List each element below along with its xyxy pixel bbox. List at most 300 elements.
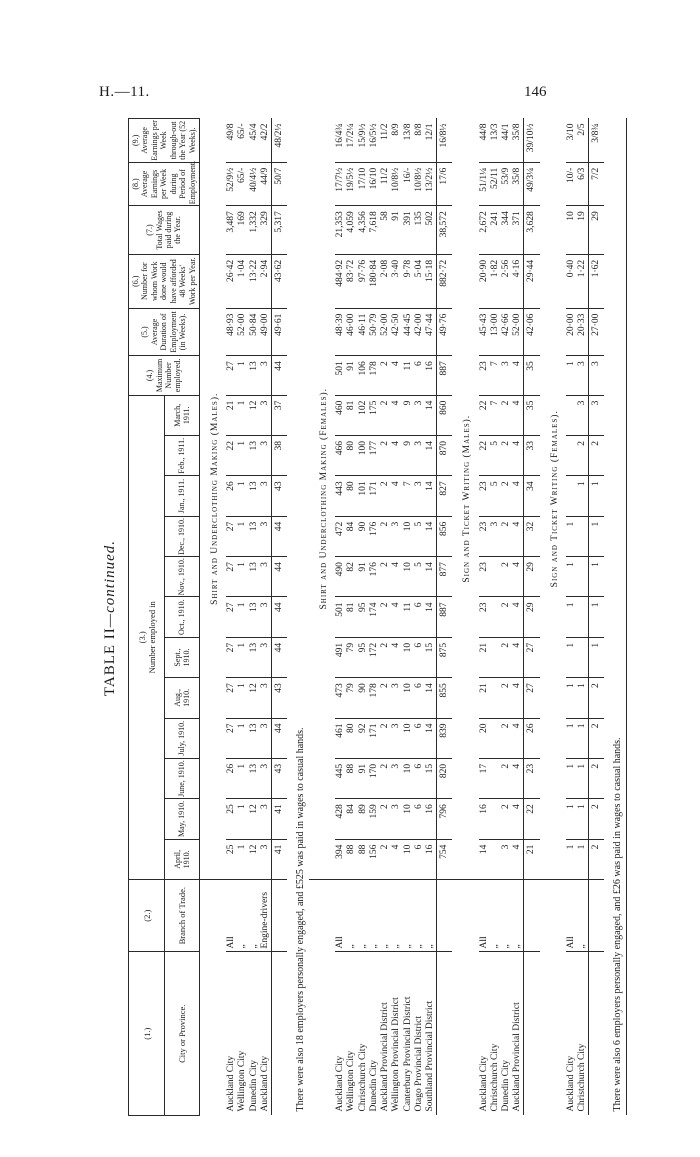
month-value-cell: 1 xyxy=(237,758,248,798)
month-value-cell: 4 xyxy=(512,637,524,677)
avg-duration-cell: 50·79 xyxy=(369,308,380,356)
month-value-cell: 1 xyxy=(566,718,577,758)
month-value-cell: 466 xyxy=(335,436,346,476)
month-value-cell: 491 xyxy=(335,637,346,677)
avg-earnings-year-cell: 16/5½ xyxy=(369,119,380,163)
city-cell: Wellington City xyxy=(346,1050,357,1112)
number-48-cell: 180·84 xyxy=(369,254,380,308)
table-row xyxy=(403,119,414,1116)
avg-earnings-year-label: Average Earnings per Week through-out the Year (52 Weeks). xyxy=(140,120,197,161)
city-cell: Auckland Provincial District xyxy=(380,1002,391,1112)
month-value-cell: 3 xyxy=(577,395,589,435)
total-avg-duration-cell: 27·00 xyxy=(589,308,605,356)
month-value-cell xyxy=(566,436,577,476)
branch-cell: All xyxy=(226,879,237,951)
month-value-cell: 171 xyxy=(369,718,380,758)
month-value-cell: 6 xyxy=(414,839,425,879)
month-value-cell: 10 xyxy=(403,758,414,798)
number-48-cell: 5·04 xyxy=(414,254,425,308)
month-value-cell: 3 xyxy=(391,758,402,798)
month-value-cell: 88 xyxy=(346,839,357,879)
max-employed-cell: 2 xyxy=(380,356,391,395)
avg-earnings-period-cell: 10/- xyxy=(566,162,577,205)
city-cell: Otago Provincial District xyxy=(413,1015,424,1112)
month-value-cell: 5 xyxy=(414,516,425,556)
total-month-cell: 856 xyxy=(437,516,453,556)
month-value-cell: 1 xyxy=(237,476,248,516)
total-row xyxy=(589,119,605,1116)
month-value-cell xyxy=(490,678,501,718)
total-month-cell: 3 xyxy=(589,395,605,435)
number-48-cell: 4·16 xyxy=(512,254,524,308)
month-value-cell: 14 xyxy=(425,516,437,556)
month-value-cell: 1 xyxy=(237,718,248,758)
month-value-cell: 2 xyxy=(577,436,589,476)
month-value-cell: 394 xyxy=(335,839,346,879)
table-row xyxy=(566,119,577,1116)
month-value-cell: 4 xyxy=(512,395,524,435)
number-48-cell: 83·72 xyxy=(346,254,357,308)
avg-earnings-period-header xyxy=(129,162,200,205)
avg-duration-cell: 20·33 xyxy=(577,308,589,356)
col-num-8: (8.) xyxy=(131,178,140,190)
month-value-cell: 23 xyxy=(479,516,490,556)
total-wages-cell: 169 xyxy=(237,206,248,255)
total-row xyxy=(524,119,540,1116)
total-month-cell: 27 xyxy=(524,637,540,677)
month-value-cell: 79 xyxy=(346,678,357,718)
month-value-cell xyxy=(490,799,501,839)
avg-earnings-period-cell: 11/2 xyxy=(380,162,391,205)
section-heading: Sign and Ticket Writing (Males). xyxy=(452,119,478,880)
total-total-wages-cell: 5,317 xyxy=(272,206,288,255)
total-month-cell: 839 xyxy=(437,718,453,758)
month-value-cell: 1 xyxy=(237,516,248,556)
month-value-cell xyxy=(490,758,501,798)
month-value-cell: 4 xyxy=(512,718,524,758)
total-month-cell: 37 xyxy=(272,395,288,435)
month-value-cell: 23 xyxy=(479,476,490,516)
month-value-cell: 15 xyxy=(425,758,437,798)
month-value-cell: 2 xyxy=(501,758,512,798)
month-value-cell: 14 xyxy=(479,839,490,879)
city-cell: Dunedin City xyxy=(248,1060,259,1112)
month-value-cell: 2 xyxy=(501,718,512,758)
month-value-cell: 79 xyxy=(346,637,357,677)
month-value-cell xyxy=(566,476,577,516)
month-value-cell: 4 xyxy=(391,436,402,476)
avg-duration-header xyxy=(129,308,200,356)
total-row xyxy=(437,119,453,1116)
month-value-cell: 3 xyxy=(260,436,272,476)
table-row xyxy=(380,119,391,1116)
month-value-cell: 3 xyxy=(414,436,425,476)
month-value-cell: 2 xyxy=(501,597,512,637)
month-value-cell: 1 xyxy=(237,395,248,435)
branch-cell: „ xyxy=(346,879,357,951)
branch-cell: „ xyxy=(512,879,524,951)
avg-duration-cell: 46·00 xyxy=(346,308,357,356)
month-value-cell: 16 xyxy=(479,799,490,839)
month-value-cell: 3 xyxy=(391,799,402,839)
table-row xyxy=(490,119,501,1116)
total-wages-cell: 502 xyxy=(425,206,437,255)
total-avg-earnings-year-cell: 48/2½ xyxy=(272,119,288,163)
number-48-cell: 1·22 xyxy=(577,254,589,308)
section-heading-row xyxy=(200,119,227,1116)
month-value-cell: 177 xyxy=(369,436,380,476)
total-avg-duration-cell: 49·61 xyxy=(272,308,288,356)
max-employed-cell: 13 xyxy=(249,356,260,395)
total-branch-blank xyxy=(524,879,540,951)
month-value-cell: 5 xyxy=(490,436,501,476)
month-header: Nov., 1910. xyxy=(165,557,200,597)
month-value-cell xyxy=(577,516,589,556)
month-value-cell: 25 xyxy=(226,839,237,879)
total-branch-blank xyxy=(589,879,605,951)
total-city-blank xyxy=(437,952,453,1116)
total-month-cell: 44 xyxy=(272,516,288,556)
branch-cell: „ xyxy=(249,879,260,951)
total-month-cell: 1 xyxy=(589,476,605,516)
month-value-cell: 16 xyxy=(425,799,437,839)
total-month-cell: 860 xyxy=(437,395,453,435)
month-value-cell: 20 xyxy=(479,718,490,758)
month-value-cell: 175 xyxy=(369,395,380,435)
total-month-cell: 33 xyxy=(524,436,540,476)
month-value-cell: 4 xyxy=(512,758,524,798)
col-num-3-text: (3.) xyxy=(136,631,147,644)
month-value-cell: 13 xyxy=(249,718,260,758)
total-month-cell: 44 xyxy=(272,718,288,758)
total-month-cell: 887 xyxy=(437,597,453,637)
max-employed-cell: 3 xyxy=(260,356,272,395)
avg-earnings-year-cell: 8/9 xyxy=(391,119,402,163)
month-value-cell: 23 xyxy=(479,557,490,597)
page-header xyxy=(0,0,700,110)
total-month-cell: 754 xyxy=(437,839,453,879)
month-value-cell: 95 xyxy=(358,597,369,637)
avg-duration-cell: 48·93 xyxy=(226,308,237,356)
section-heading: Shirt and Underclothing Making (Females). xyxy=(309,119,335,880)
section-heading-spacer xyxy=(540,879,566,1115)
total-branch-blank xyxy=(272,879,288,951)
max-employed-cell: 3 xyxy=(501,356,512,395)
total-city-blank xyxy=(272,952,288,1116)
total-month-cell: 44 xyxy=(272,597,288,637)
total-month-cell: 22 xyxy=(524,799,540,839)
table-row xyxy=(577,119,589,1116)
total-wages-cell: 2,672 xyxy=(479,206,490,255)
month-header: Oct., 1910. xyxy=(165,597,200,637)
month-value-cell: 1 xyxy=(237,678,248,718)
number-48-cell: 1·82 xyxy=(490,254,501,308)
avg-duration-cell: 48·39 xyxy=(335,308,346,356)
section-heading-spacer xyxy=(309,879,335,1115)
total-month-cell: 27 xyxy=(524,678,540,718)
month-value-cell: 88 xyxy=(358,839,369,879)
month-value-cell: 12 xyxy=(249,395,260,435)
month-value-cell: 2 xyxy=(380,758,391,798)
month-value-cell: 3 xyxy=(391,678,402,718)
month-header: July, 1910. xyxy=(165,718,200,758)
avg-duration-cell: 45·43 xyxy=(479,308,490,356)
max-employed-cell: 7 xyxy=(490,356,501,395)
total-month-cell: 29 xyxy=(524,597,540,637)
month-value-cell: 10 xyxy=(403,799,414,839)
month-value-cell: 84 xyxy=(346,516,357,556)
number-48-cell: 3·40 xyxy=(391,254,402,308)
city-cell: Christchurch City xyxy=(576,1043,587,1112)
month-value-cell: 3 xyxy=(414,476,425,516)
month-value-cell: 4 xyxy=(391,597,402,637)
branch-cell: „ xyxy=(391,879,402,951)
branch-cell: All xyxy=(479,879,490,951)
month-value-cell: 91 xyxy=(358,758,369,798)
month-value-cell: 4 xyxy=(512,678,524,718)
table-title-text: TABLE II xyxy=(102,627,118,697)
month-value-cell: 17 xyxy=(479,758,490,798)
month-value-cell: 10 xyxy=(403,637,414,677)
total-wages-cell: 391 xyxy=(403,206,414,255)
month-value-cell: 14 xyxy=(425,557,437,597)
total-total-wages-cell: 3,628 xyxy=(524,206,540,255)
month-value-cell: 2 xyxy=(501,516,512,556)
month-value-cell: 2 xyxy=(380,557,391,597)
section-heading-row xyxy=(452,119,478,1116)
avg-earnings-year-cell: 44/1 xyxy=(501,119,512,163)
month-value-cell: 178 xyxy=(369,678,380,718)
total-wages-cell: 58 xyxy=(380,206,391,255)
total-branch-blank xyxy=(437,879,453,951)
month-header: March, 1911. xyxy=(165,395,200,435)
avg-earnings-period-cell: 40/4½ xyxy=(249,162,260,205)
month-value-cell: 101 xyxy=(358,476,369,516)
month-value-cell: 13 xyxy=(249,597,260,637)
month-value-cell xyxy=(490,839,501,879)
col-num-5: (5.) xyxy=(140,326,150,338)
month-value-cell: 80 xyxy=(346,718,357,758)
month-value-cell: 2 xyxy=(380,637,391,677)
month-value-cell: 6 xyxy=(414,637,425,677)
total-month-cell: 2 xyxy=(589,678,605,718)
total-month-cell: 875 xyxy=(437,637,453,677)
month-value-cell: 461 xyxy=(335,718,346,758)
branch-header: Branch of Trade. xyxy=(165,879,200,951)
avg-earnings-year-cell: 11/2 xyxy=(380,119,391,163)
total-month-cell: 2 xyxy=(589,839,605,879)
table-row xyxy=(414,119,425,1116)
month-value-cell: 1 xyxy=(566,557,577,597)
total-avg-duration-cell: 49·76 xyxy=(437,308,453,356)
month-value-cell: 90 xyxy=(358,516,369,556)
avg-earnings-year-cell: 42/2 xyxy=(260,119,272,163)
month-value-cell: 12 xyxy=(249,839,260,879)
avg-duration-cell: 50·84 xyxy=(249,308,260,356)
month-value-cell: 10 xyxy=(403,718,414,758)
month-value-cell: 1 xyxy=(577,758,589,798)
month-value-cell: 170 xyxy=(369,758,380,798)
avg-duration-cell: 13·00 xyxy=(490,308,501,356)
avg-earnings-period-cell: 52/9½ xyxy=(226,162,237,205)
month-value-cell: 12 xyxy=(249,799,260,839)
branch-cell: „ xyxy=(369,879,380,951)
total-max-employed-cell: 887 xyxy=(437,356,453,395)
month-value-cell: 1 xyxy=(237,436,248,476)
number-48-cell: 15·18 xyxy=(425,254,437,308)
month-value-cell: 22 xyxy=(479,436,490,476)
city-cell: Auckland City xyxy=(335,1055,346,1112)
month-value-cell: 16 xyxy=(425,839,437,879)
month-value-cell: 2 xyxy=(380,678,391,718)
month-value-cell: 27 xyxy=(226,678,237,718)
month-value-cell: 13 xyxy=(249,476,260,516)
max-employed-cell: 16 xyxy=(425,356,437,395)
avg-duration-cell: 46·11 xyxy=(358,308,369,356)
city-cell: Wellington City xyxy=(237,1050,248,1112)
city-cell: Dunedin City xyxy=(500,1060,511,1112)
month-value-cell: 15 xyxy=(425,637,437,677)
total-avg-earnings-year-cell: 16/8½ xyxy=(437,119,453,163)
month-value-cell: 460 xyxy=(335,395,346,435)
avg-earnings-year-cell: 44/8 xyxy=(479,119,490,163)
month-value-cell: 1 xyxy=(566,678,577,718)
month-value-cell: 1 xyxy=(577,839,589,879)
month-value-cell: 176 xyxy=(369,557,380,597)
month-value-cell xyxy=(490,718,501,758)
month-header: Aug., 1910. xyxy=(165,678,200,718)
month-value-cell: 3 xyxy=(490,516,501,556)
avg-duration-cell: 47·44 xyxy=(425,308,437,356)
month-value-cell: 2 xyxy=(501,678,512,718)
city-cell: Southland Provincial District xyxy=(424,1000,435,1112)
month-header: May, 1910. xyxy=(165,799,200,839)
month-value-cell: 10 xyxy=(403,839,414,879)
total-month-cell: 23 xyxy=(524,758,540,798)
month-value-cell: 1 xyxy=(577,678,589,718)
month-value-cell: 3 xyxy=(260,799,272,839)
total-month-cell: 820 xyxy=(437,758,453,798)
section-note: There were also 6 employers personally engaged, and £26 was paid in wages to casual hands. xyxy=(604,119,626,1116)
month-value-cell: 7 xyxy=(490,395,501,435)
section-note: There were also 18 employers personally engaged, and £525 was paid in wages to casual hands. xyxy=(295,727,307,1112)
month-value-cell: 10 xyxy=(403,557,414,597)
month-value-cell: 23 xyxy=(479,597,490,637)
total-wages-cell: 241 xyxy=(490,206,501,255)
number-48-cell: 2·94 xyxy=(260,254,272,308)
month-value-cell: 2 xyxy=(380,718,391,758)
month-value-cell: 1 xyxy=(577,476,589,516)
total-month-cell: 41 xyxy=(272,839,288,879)
month-value-cell: 4 xyxy=(391,637,402,677)
month-value-cell: 2 xyxy=(501,799,512,839)
number-48-cell: 484·92 xyxy=(335,254,346,308)
month-value-cell: 4 xyxy=(512,436,524,476)
month-value-cell xyxy=(566,395,577,435)
number-48-cell: 2·08 xyxy=(380,254,391,308)
max-employed-cell: 178 xyxy=(369,356,380,395)
month-value-cell: 6 xyxy=(414,799,425,839)
month-value-cell: 171 xyxy=(369,476,380,516)
month-value-cell: 1 xyxy=(566,637,577,677)
month-value-cell: 91 xyxy=(358,557,369,597)
month-value-cell: 176 xyxy=(369,516,380,556)
table-row xyxy=(512,119,524,1116)
month-value-cell: 22 xyxy=(479,395,490,435)
table-row xyxy=(358,119,369,1116)
max-employed-cell: 4 xyxy=(391,356,402,395)
month-value-cell: 2 xyxy=(380,799,391,839)
month-value-cell: 473 xyxy=(335,678,346,718)
city-cell: Dunedin City xyxy=(368,1060,379,1112)
max-employed-cell: 501 xyxy=(335,356,346,395)
city-cell: Auckland City xyxy=(226,1055,237,1112)
total-total-wages-cell: 38,572 xyxy=(437,206,453,255)
total-wages-label: Total Wages paid during the Year. xyxy=(154,210,183,250)
month-value-cell: 2 xyxy=(380,395,391,435)
total-month-cell: 877 xyxy=(437,557,453,597)
max-employed-cell: 1 xyxy=(566,356,577,395)
avg-earnings-year-cell: 16/4¾ xyxy=(335,119,346,163)
col-num-2: (2.) xyxy=(129,879,165,951)
branch-cell: „ xyxy=(380,879,391,951)
month-value-cell: 3 xyxy=(391,718,402,758)
month-value-cell: 4 xyxy=(391,395,402,435)
month-value-cell xyxy=(577,637,589,677)
month-value-cell: 13 xyxy=(249,758,260,798)
month-value-cell: 21 xyxy=(479,637,490,677)
month-value-cell: 22 xyxy=(226,436,237,476)
total-avg-duration-cell: 42·06 xyxy=(524,308,540,356)
month-value-cell: 21 xyxy=(479,678,490,718)
total-wages-cell: 21,353 xyxy=(335,206,346,255)
table-row xyxy=(249,119,260,1116)
total-month-cell: 34 xyxy=(524,476,540,516)
table-row xyxy=(501,119,512,1116)
table-row xyxy=(335,119,346,1116)
month-value-cell: 14 xyxy=(425,718,437,758)
number-48-cell: 2·56 xyxy=(501,254,512,308)
month-value-cell: 4 xyxy=(512,516,524,556)
month-value-cell: 1 xyxy=(566,516,577,556)
month-value-cell: 1 xyxy=(237,557,248,597)
total-month-cell: 2 xyxy=(589,758,605,798)
month-value-cell: 12 xyxy=(249,678,260,718)
avg-duration-cell: 49·00 xyxy=(260,308,272,356)
number-48-cell: 0·40 xyxy=(566,254,577,308)
month-value-cell: 27 xyxy=(226,557,237,597)
max-employed-header xyxy=(129,356,200,395)
month-value-cell: 490 xyxy=(335,557,346,597)
month-header: April, 1910. xyxy=(165,839,200,879)
avg-earnings-year-cell: 13/3 xyxy=(490,119,501,163)
month-value-cell: 501 xyxy=(335,597,346,637)
section-heading: Sign and Ticket Writing (Females). xyxy=(540,119,566,880)
avg-duration-cell: 20·00 xyxy=(566,308,577,356)
total-month-cell: 1 xyxy=(589,557,605,597)
month-value-cell: 3 xyxy=(260,395,272,435)
month-value-cell: 13 xyxy=(249,516,260,556)
month-value-cell xyxy=(490,597,501,637)
month-value-cell: 4 xyxy=(512,597,524,637)
avg-earnings-period-cell: 6/3 xyxy=(577,162,589,205)
number-48-cell: 1·04 xyxy=(237,254,248,308)
total-month-cell: 796 xyxy=(437,799,453,839)
month-value-cell: 13 xyxy=(249,436,260,476)
total-total-wages-cell: 29 xyxy=(589,206,605,255)
month-value-cell: 4 xyxy=(512,799,524,839)
month-value-cell: 13 xyxy=(249,637,260,677)
